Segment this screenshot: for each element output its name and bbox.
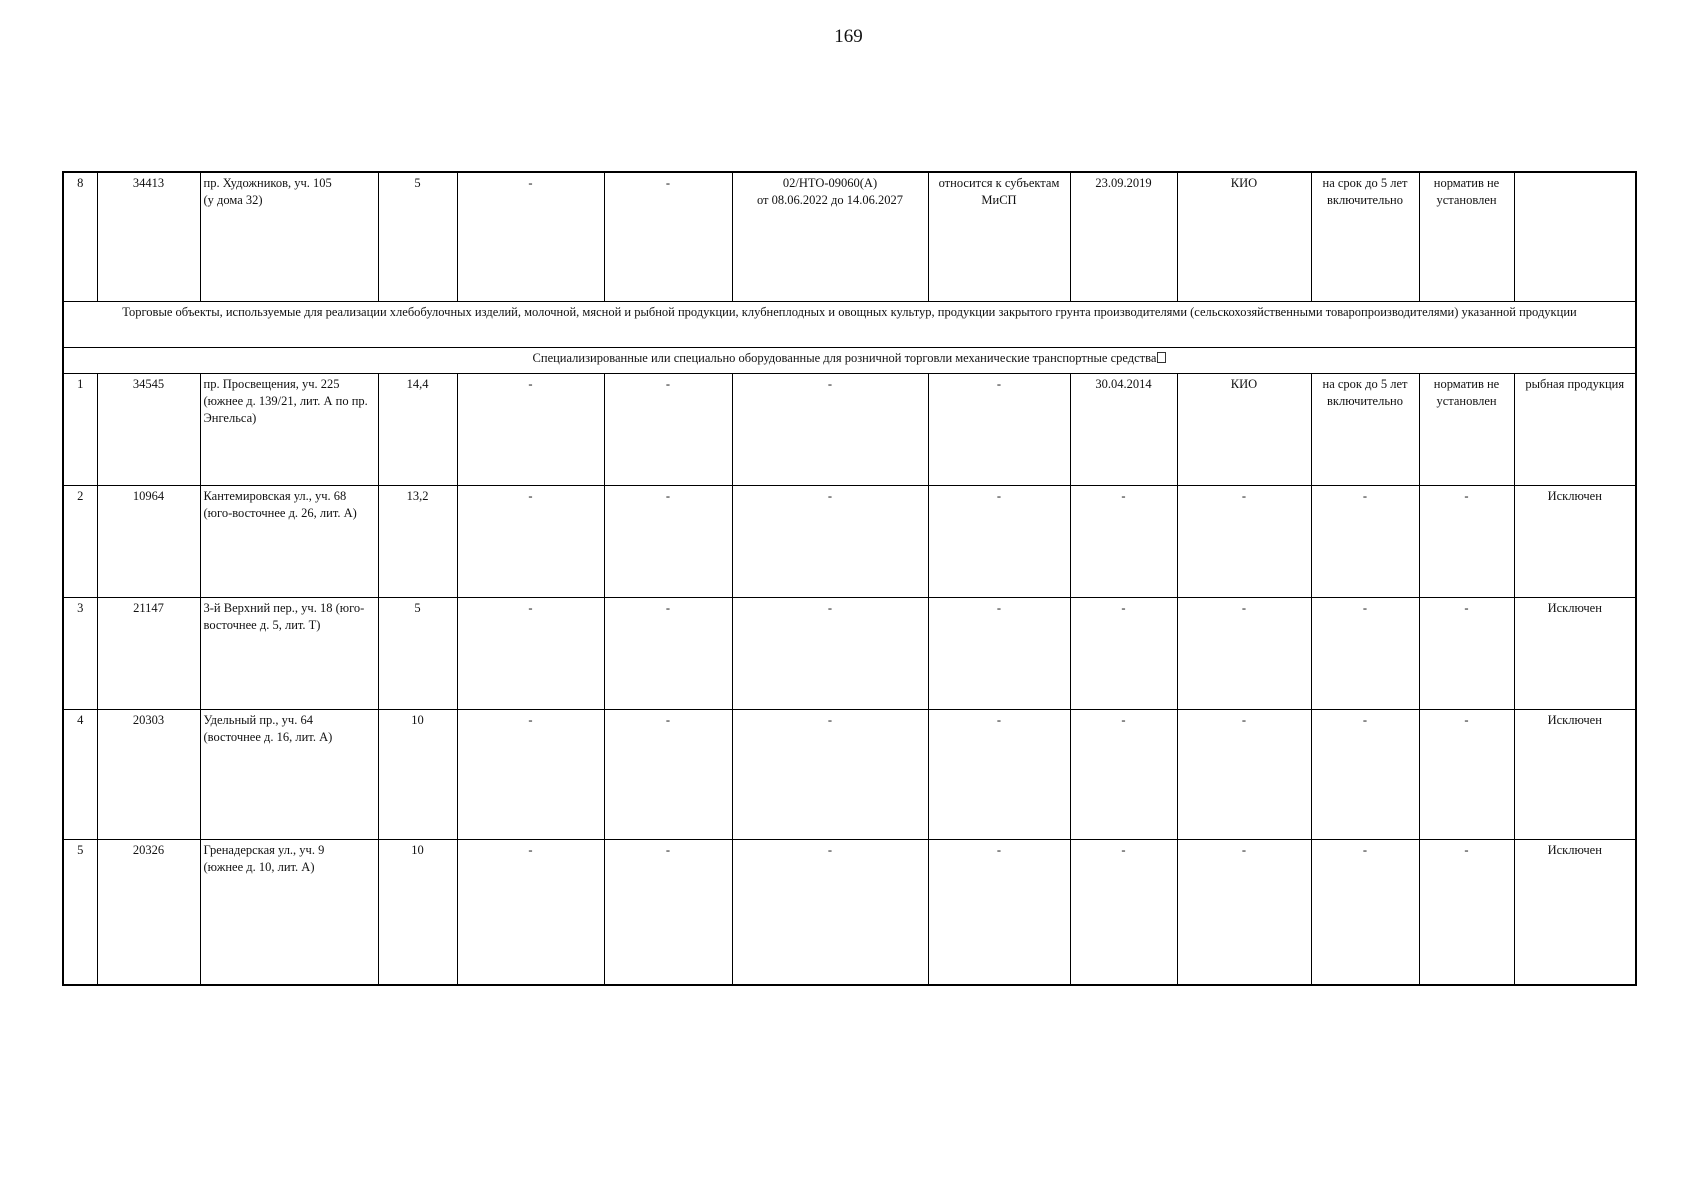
cell-date: - (1070, 709, 1177, 839)
cell-date: 23.09.2019 (1070, 172, 1177, 301)
cell-c6: - (604, 709, 732, 839)
cell-id: 10964 (97, 485, 200, 597)
cell-note (1514, 172, 1636, 301)
cell-smb: - (928, 485, 1070, 597)
cell-address: Удельный пр., уч. 64 (восточнее д. 16, лит. А) (200, 709, 378, 839)
table-row (63, 485, 1636, 597)
cell-c6: - (604, 485, 732, 597)
cell-norm: - (1419, 597, 1514, 709)
cell-date: - (1070, 597, 1177, 709)
cell-c6: - (604, 373, 732, 485)
cell-num: 1 (63, 373, 97, 485)
page-number: 169 (834, 26, 863, 47)
cell-num: 5 (63, 839, 97, 985)
cell-org: - (1177, 485, 1311, 597)
cell-id: 20326 (97, 839, 200, 985)
cell-term: - (1311, 709, 1419, 839)
table-row (63, 373, 1636, 485)
cell-norm: норматив не установлен (1419, 373, 1514, 485)
cell-c5: - (457, 373, 604, 485)
cell-c5: - (457, 709, 604, 839)
cell-address: пр. Художников, уч. 105 (у дома 32) (200, 172, 378, 301)
cell-smb: - (928, 839, 1070, 985)
cell-norm: - (1419, 485, 1514, 597)
cell-note: Исключен (1514, 709, 1636, 839)
cell-org: - (1177, 597, 1311, 709)
cell-term: - (1311, 597, 1419, 709)
cell-area: 10 (378, 709, 457, 839)
cell-smb: - (928, 597, 1070, 709)
cell-smb: - (928, 373, 1070, 485)
cell-address: пр. Просвещения, уч. 225 (южнее д. 139/21, лит. А по пр. Энгельса) (200, 373, 378, 485)
cell-date: - (1070, 839, 1177, 985)
cell-c5: - (457, 485, 604, 597)
cell-norm: - (1419, 709, 1514, 839)
cell-term: - (1311, 839, 1419, 985)
cell-note: рыбная продукция (1514, 373, 1636, 485)
cell-c6: - (604, 172, 732, 301)
footnote-box-icon (1157, 352, 1166, 363)
cell-term: на срок до 5 лет включительно (1311, 373, 1419, 485)
table-row (63, 709, 1636, 839)
cell-term: на срок до 5 лет включительно (1311, 172, 1419, 301)
cell-area: 5 (378, 172, 457, 301)
cell-date: - (1070, 485, 1177, 597)
cell-area: 10 (378, 839, 457, 985)
cell-note: Исключен (1514, 839, 1636, 985)
cell-norm: - (1419, 839, 1514, 985)
cell-contract: - (732, 485, 928, 597)
cell-contract: - (732, 709, 928, 839)
cell-smb: - (928, 709, 1070, 839)
cell-num: 4 (63, 709, 97, 839)
cell-contract: - (732, 839, 928, 985)
cell-contract: - (732, 373, 928, 485)
subsection-heading-row (63, 347, 1636, 373)
cell-c5: - (457, 597, 604, 709)
cell-id: 21147 (97, 597, 200, 709)
cell-id: 34545 (97, 373, 200, 485)
cell-c6: - (604, 839, 732, 985)
table-row (63, 172, 1636, 301)
cell-c6: - (604, 597, 732, 709)
table-row (63, 597, 1636, 709)
cell-area: 13,2 (378, 485, 457, 597)
cell-area: 14,4 (378, 373, 457, 485)
cell-smb: относится к субъектам МиСП (928, 172, 1070, 301)
cell-address: 3-й Верхний пер., уч. 18 (юго-восточнее д. 5, лит. Т) (200, 597, 378, 709)
cell-org: КИО (1177, 373, 1311, 485)
cell-id: 20303 (97, 709, 200, 839)
cell-note: Исключен (1514, 597, 1636, 709)
cell-address: Гренадерская ул., уч. 9 (южнее д. 10, лит. А) (200, 839, 378, 985)
cell-num: 8 (63, 172, 97, 301)
cell-num: 3 (63, 597, 97, 709)
section-heading: Торговые объекты, используемые для реализации хлебобулочных изделий, молочной, мясной и рыбной продукции, клубнеплодных и овощных культур, продукции закрытого грунта производителями (сельскохозяйственными товаропроизводителями) указанной продукции (63, 301, 1636, 347)
cell-area: 5 (378, 597, 457, 709)
cell-norm: норматив не установлен (1419, 172, 1514, 301)
cell-id: 34413 (97, 172, 200, 301)
cell-org: - (1177, 839, 1311, 985)
cell-num: 2 (63, 485, 97, 597)
cell-note: Исключен (1514, 485, 1636, 597)
cell-c5: - (457, 839, 604, 985)
cell-contract: 02/НТО-09060(А) от 08.06.2022 до 14.06.2027 (732, 172, 928, 301)
cell-contract: - (732, 597, 928, 709)
subsection-heading-text: Специализированные или специально оборудованные для розничной торговли механические транспортные средства (532, 350, 1157, 365)
cell-org: КИО (1177, 172, 1311, 301)
section-heading-row (63, 301, 1636, 347)
cell-address: Кантемировская ул., уч. 68 (юго-восточнее д. 26, лит. А) (200, 485, 378, 597)
table-row (63, 839, 1636, 985)
cell-date: 30.04.2014 (1070, 373, 1177, 485)
cell-org: - (1177, 709, 1311, 839)
cell-c5: - (457, 172, 604, 301)
registry-table (62, 171, 1637, 986)
subsection-heading (63, 347, 1636, 373)
cell-term: - (1311, 485, 1419, 597)
